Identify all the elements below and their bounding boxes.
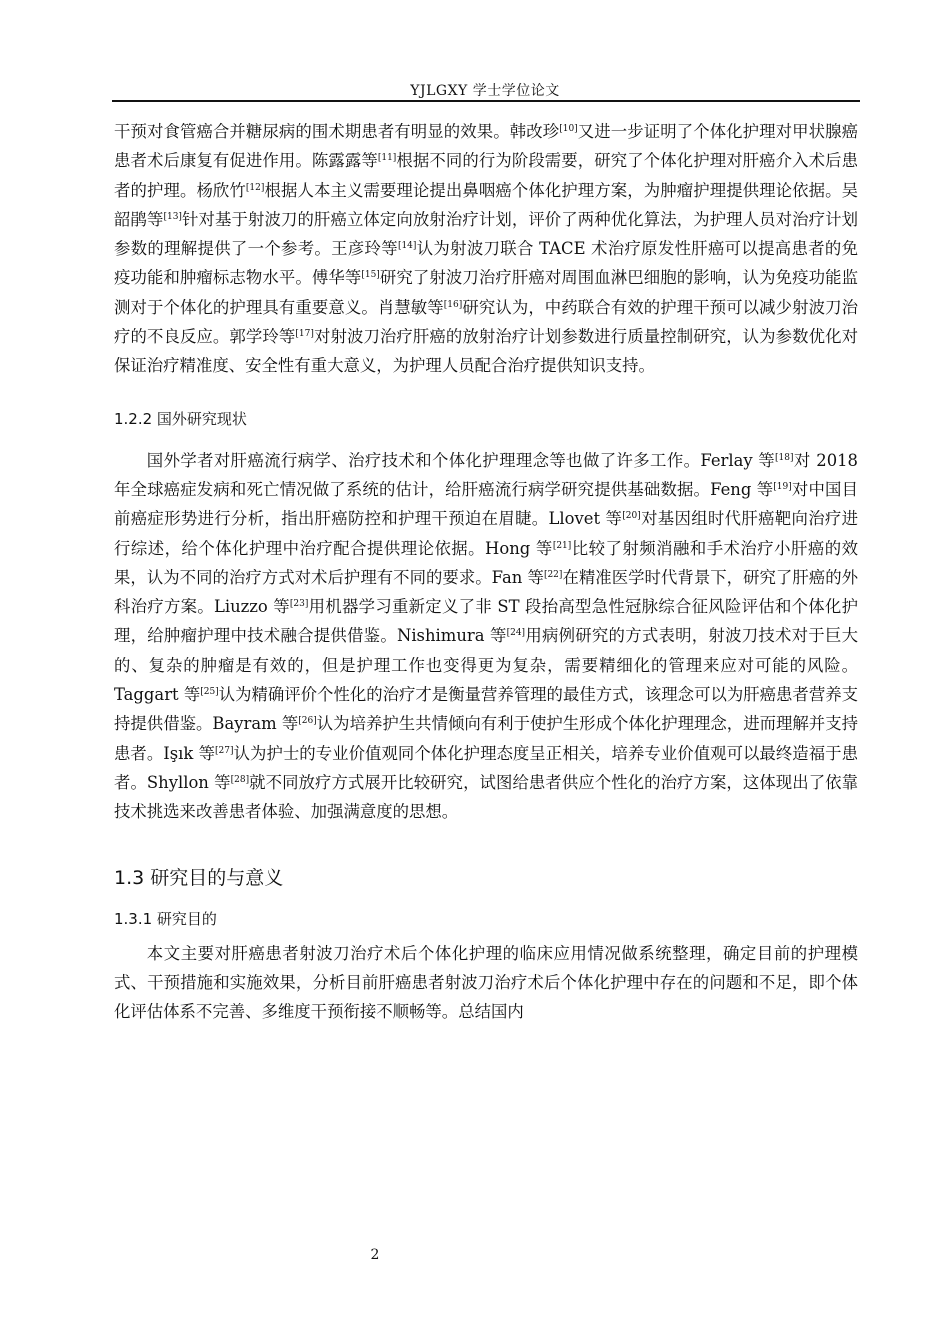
text-run: 认为精确评价个性化的治疗才是衡量营养管理的最佳方式，该理念可以为肝癌患者营养支持提供借鉴。Bayram 等 <box>114 685 858 734</box>
citation-marker: [14] <box>397 241 417 252</box>
citation-marker: [20] <box>622 511 641 522</box>
text-run: 对基因组时代肝癌靶向治疗进行综述，给个体化护理中治疗配合提供理论依据。Hong 等 <box>114 509 859 558</box>
citation-marker: [25] <box>200 687 219 698</box>
text-run: 认为培养护生共情倾向有利于使护生形成个体化护理理念，进而理解并支持患者。Işık 等 <box>114 714 859 763</box>
text-run: 根据人本主义需要理论提出鼻咽癌个体化护理方案，为肿瘤护理提供理论依据。吴韶鹃等 <box>114 180 859 229</box>
text-run: 用机器学习重新定义了非 ST 段抬高型急性冠脉综合征风险评估和个体化护理，给肿瘤护理中技术融合提供借鉴。Nishimura 等 <box>114 597 858 646</box>
text-run: 国外学者对肝癌流行病学、治疗技术和个体化护理理念等也做了许多工作。Ferlay 等 <box>146 450 776 470</box>
paragraph-domestic-research <box>114 117 858 381</box>
text-run: 就不同放疗方式展开比较研究，试图给患者供应个性化的治疗方案，这体现出了依靠技术挑选来改善患者体验、加强满意度的思想。 <box>114 772 858 822</box>
text-run: 认为射波刀联合 TACE 术治疗原发性肝癌可以提高患者的免疫功能和肿瘤标志物水平。傅华等 <box>114 239 858 288</box>
citation-marker: [11] <box>377 153 397 164</box>
text-run: 在精准医学时代背景下，研究了肝癌的外科治疗方案。Liuzzo 等 <box>114 567 859 617</box>
text-run: 对射波刀治疗肝癌的放射治疗计划参数进行质量控制研究，认为参数优化对保证治疗精准度、安全性有重大意义，为护理人员配合治疗提供知识支持。 <box>114 327 859 376</box>
running-header: YJLGXY 学士学位论文 <box>410 83 560 99</box>
text-run: 比较了射频消融和手术治疗小肝癌的效果，认为不同的治疗方式对术后护理有不同的要求。Fan 等 <box>114 538 859 587</box>
citation-marker: [21] <box>552 540 572 551</box>
text-run: 研究认为，中药联合有效的护理干预可以减少射波刀治疗的不良反应。郭学玲等 <box>114 297 859 347</box>
text-run: 又进一步证明了个体化护理对甲状腺癌患者术后康复有促进作用。陈露露等 <box>114 122 858 171</box>
text-run: 针对基于射波刀的肝癌立体定向放射治疗计划，评价了两种优化算法，为护理人员对治疗计划参数的理解提供了一个参考。王彦玲等 <box>114 209 858 259</box>
text-run: 根据不同的行为阶段需要，研究了个体化护理对肝癌介入术后患者的护理。杨欣竹 <box>114 151 859 200</box>
text-run: 用病例研究的方式表明，射波刀技术对于巨大的、复杂的肿瘤是有效的，但是护理工作也变得更为复杂，需要精细化的管理来应对可能的风险。Taggart 等 <box>114 626 858 705</box>
text-run: 研究了射波刀治疗肝癌对周围血淋巴细胞的影响，认为免疫功能监测对于个体化的护理具有重要意义。肖慧敏等 <box>114 268 859 317</box>
page-number: 2 <box>370 1247 380 1263</box>
section-heading-1-3-1: 1.3.1 研究目的 <box>114 909 217 928</box>
citation-marker: [24] <box>506 628 526 639</box>
citation-marker: [26] <box>298 716 317 727</box>
text-run: 对 2018 年全球癌症发病和死亡情况做了系统的估计，给肝癌流行病学研究提供基础数据。Feng 等 <box>114 450 858 499</box>
citation-marker: [17] <box>295 329 314 340</box>
citation-marker: [13] <box>163 211 182 222</box>
citation-marker: [22] <box>543 569 563 580</box>
citation-marker: [12] <box>245 182 265 193</box>
text-run: 干预对食管癌合并糖尿病的围术期患者有明显的效果。韩改珍 <box>114 122 560 141</box>
text-run: 对中国目前癌症形势进行分析，指出肝癌防控和护理干预迫在眉睫。Llovet 等 <box>114 479 859 529</box>
citation-marker: [19] <box>773 481 792 492</box>
paragraph-foreign-research <box>114 446 858 827</box>
page-content <box>114 117 858 1026</box>
citation-marker: [16] <box>443 299 463 310</box>
citation-marker: [10] <box>559 124 578 134</box>
text-run: 认为护士的专业价值观同个体化护理态度呈正相关，培养专业价值观可以最终造福于患者。Shyllon 等 <box>114 743 858 792</box>
citation-marker: [15] <box>361 270 380 281</box>
section-heading-1-2-2: 1.2.2 国外研究现状 <box>114 409 247 428</box>
paragraph-research-purpose <box>114 939 858 1027</box>
text-run: 本文主要对肝癌患者射波刀治疗术后个体化护理的临床应用情况做系统整理，确定目前的护理模式、干预措施和实施效果，分析目前肝癌患者射波刀治疗术后个体化护理中存在的问题和不足，即个体化评估体系不完善、多维度干预衔接不顺畅等。总结国内 <box>114 943 858 1022</box>
section-heading-1-3: 1.3 研究目的与意义 <box>114 866 284 889</box>
citation-marker: [18] <box>775 452 794 463</box>
citation-marker: [23] <box>289 599 309 610</box>
citation-marker: [27] <box>215 745 234 756</box>
citation-marker: [28] <box>230 774 250 785</box>
header-rule <box>112 100 860 102</box>
